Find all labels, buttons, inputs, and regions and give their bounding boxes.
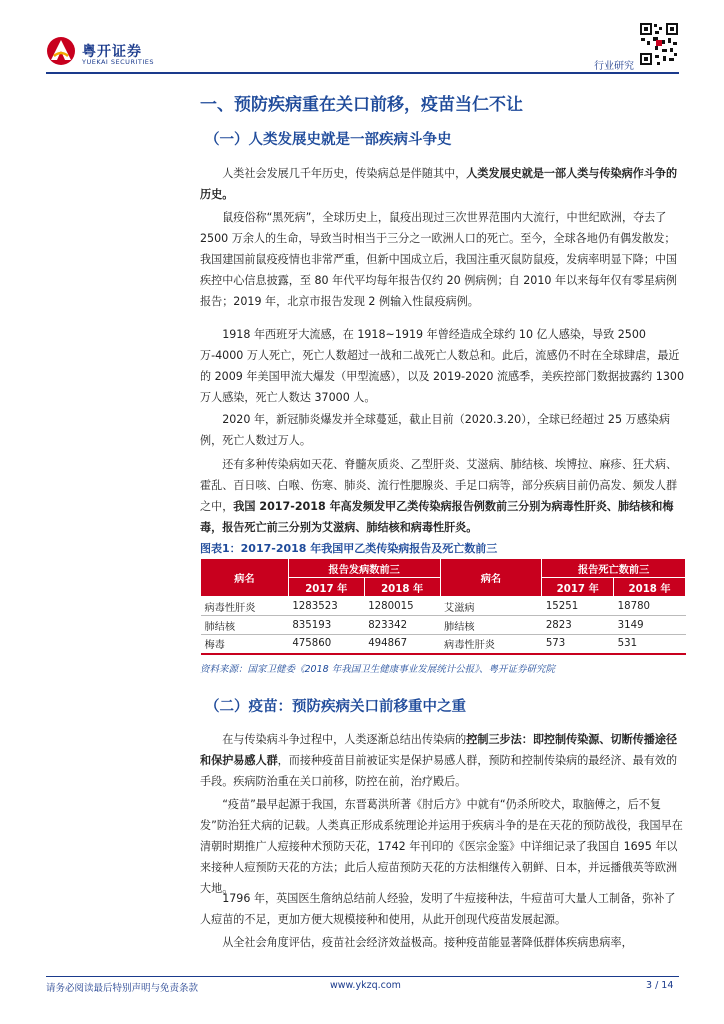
- table-row: [201, 635, 686, 654]
- page-header: [0, 0, 724, 80]
- cell-disease-a: 肺结核: [201, 616, 289, 635]
- paragraph-6-emphasis: 控制三步法：即控制传染源、切断传播途径和保护易感人群: [200, 733, 678, 767]
- brand-name-english: YUEKAI SECURITIES: [82, 58, 154, 66]
- header-deaths-group: 报告死亡数前三: [542, 559, 686, 578]
- paragraph-1: 人类社会发展几千年历史，传染病总是伴随其中，人类发展史就是一部人类与传染病作斗争的历史。: [200, 167, 678, 201]
- disclaimer-link[interactable]: 请务必阅读最后特别声明与免责条款: [46, 983, 199, 994]
- header-cases-group: 报告发病数前三: [288, 559, 440, 578]
- cell-disease-b: 艾滋病: [440, 597, 542, 616]
- cell-b-2017: 2823: [542, 616, 614, 635]
- paragraph-4: 2020 年，新冠肺炎爆发并全球蔓延，截止目前（2020.3.20），全球已经超过 25 万感染病例，死亡人数过万人。: [200, 413, 670, 447]
- paragraph-1-emphasis: 人类发展史就是一部人类与传染病作斗争的历史。: [200, 167, 678, 201]
- paragraph-6: 在与传染病斗争过程中，人类逐渐总结出传染病的控制三步法：即控制传染源、切断传播途径和保护易感人群，而接种疫苗目前被证实是保护易感人群，预防和控制传染病的最经济、最有效的手段。疾病防治重在关口前移，防控在前，治疗殿后。: [200, 733, 678, 788]
- subsection-heading-2: （二）疫苗：预防疾病关口前移重中之重: [205, 699, 466, 715]
- header-disease-b: 病名: [440, 559, 542, 597]
- paragraph-9: 从全社会角度评估，疫苗社会经济效益极高。接种疫苗能显著降低群体疾病患病率，: [222, 936, 633, 949]
- cell-b-2017: 573: [542, 635, 614, 654]
- paragraph-5: 还有多种传染病如天花、脊髓灰质炎、乙型肝炎、艾滋病、肺结核、埃博拉、麻疹、狂犬病、霍乱、百日咳、白喉、伤寒、肺炎、流行性腮腺炎、手足口病等，部分疾病目前仍高发、频发人群之中，我国 2017-2018 年高发频发甲乙类传染病报告例数前三分别为病毒性肝炎、肺结核和梅毒，报告死亡前三分别为艾滋病、肺结核和病毒性肝炎。: [200, 458, 678, 534]
- cell-b-2018: 3149: [614, 616, 686, 635]
- cell-a-2017: 475860: [288, 635, 364, 654]
- header-cases-2018: 2018 年: [364, 578, 440, 597]
- document-type-label: 行业研究: [594, 61, 634, 72]
- cell-a-2018: 494867: [364, 635, 440, 654]
- header-divider: [46, 72, 679, 74]
- subsection-heading-1: （一）人类发展史就是一部疾病斗争史: [205, 132, 452, 148]
- brand-name: 粤开证券: [82, 44, 142, 60]
- paragraph-2: 鼠疫俗称“黑死病”，全球历史上，鼠疫出现过三次世界范围内大流行，中世纪欧洲，夺去了 2500 万余人的生命，导致当时相当于三分之一欧洲人口的死亡。至今，全球各地仍有偶发散发；我国建国前鼠疫疫情也非常严重，但新中国成立后，我国注重灭鼠防鼠疫，发病率明显下降；中国疾控中心信息披露，至 80 年代平均每年报告仅约 20 例病例；自 2010 年以来每年仅有零星病例报告；2019 年，北京市报告发现 2 例输入性鼠疫病例。: [200, 211, 678, 308]
- cell-a-2017: 835193: [288, 616, 364, 635]
- cell-b-2018: 18780: [614, 597, 686, 616]
- cell-disease-a: 病毒性肝炎: [201, 597, 289, 616]
- table-row: [201, 616, 686, 635]
- cell-disease-a: 梅毒: [201, 635, 289, 654]
- cell-disease-b: 肺结核: [440, 616, 542, 635]
- paragraph-5-emphasis: 我国 2017-2018 年高发频发甲乙类传染病报告例数前三分别为病毒性肝炎、肺结核和梅毒，报告死亡前三分别为艾滋病、肺结核和病毒性肝炎。: [200, 500, 674, 534]
- brand-logo-icon: [46, 36, 76, 66]
- header-deaths-2017: 2017 年: [542, 578, 614, 597]
- cell-a-2018: 823342: [364, 616, 440, 635]
- cell-a-2017: 1283523: [288, 597, 364, 616]
- cell-a-2018: 1280015: [364, 597, 440, 616]
- paragraph-3: 1918 年西班牙大流感，在 1918~1919 年曾经造成全球约 10 亿人感染，导致 2500 万-4000 万人死亡，死亡人数超过一战和二战死亡人数总和。此后，流感仍不时在全球肆虐，最近的 2009 年美国甲流大爆发（甲型流感），以及 2019-2020 流感季，美疾控部门数据披露约 1300 万人感染，死亡人数达 37000 人。: [200, 328, 685, 404]
- page-number: 3 / 14: [646, 980, 674, 991]
- cell-disease-b: 病毒性肝炎: [440, 635, 542, 654]
- cell-b-2017: 15251: [542, 597, 614, 616]
- qr-code-icon: [639, 22, 679, 66]
- website-link[interactable]: www.ykzq.com: [330, 980, 401, 991]
- paragraph-7: “疫苗”最早起源于我国，东晋葛洪所著《肘后方》中就有“仍杀所咬犬，取脑傅之，后不复发”防治狂犬病的记载。人类真正形成系统理论并运用于疾病斗争的是在天花的预防战役，我国早在清朝时期推广人痘接种术预防天花，1742 年刊印的《医宗金鉴》中详细记录了我国自 1695 年以来接种人痘预防天花的方法；此后人痘苗预防天花的方法相继传入朝鲜、日本，并远播俄英等欧洲大地。: [200, 798, 683, 895]
- table-caption: 图表1：2017-2018 年我国甲乙类传染病报告及死亡数前三: [200, 542, 498, 555]
- cell-b-2018: 531: [614, 635, 686, 654]
- table-source: 资料来源：国家卫健委《2018 年我国卫生健康事业发展统计公报》、粤开证券研究院: [200, 664, 555, 675]
- paragraph-8: 1796 年，英国医生詹纳总结前人经验，发明了牛痘接种法，牛痘苗可大量人工制备，弥补了人痘苗的不足，更加方便大规模接种和使用，从此开创现代疫苗发展起源。: [200, 892, 676, 926]
- footer-divider: [46, 976, 679, 977]
- header-disease-a: 病名: [201, 559, 289, 597]
- section-heading: 一、预防疾病重在关口前移，疫苗当仁不让: [200, 95, 523, 115]
- header-cases-2017: 2017 年: [288, 578, 364, 597]
- disease-table: [200, 558, 686, 655]
- header-deaths-2018: 2018 年: [614, 578, 686, 597]
- table-row: [201, 597, 686, 616]
